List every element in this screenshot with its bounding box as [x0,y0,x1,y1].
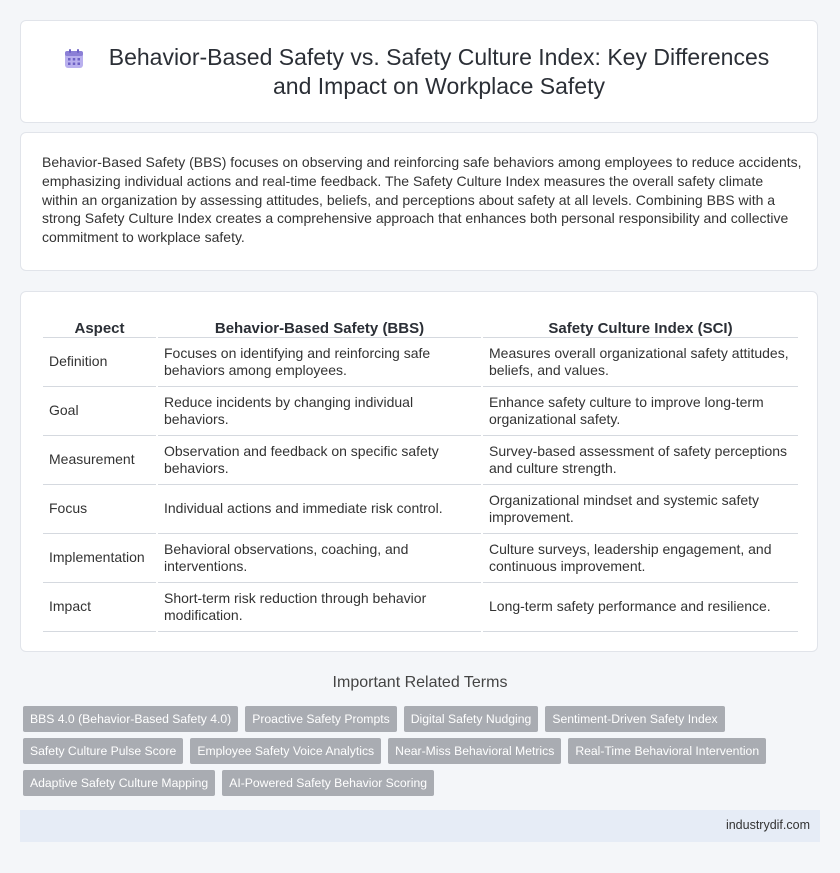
table-row [43,387,798,436]
table-row [43,583,798,632]
intro-paragraph: Behavior-Based Safety (BBS) focuses on observing and reinforcing safe behaviors among employees to reduce accidents, emphasizing individual actions and real-time feedback. The Safety Culture Index measures the overall safety climate within an organization by assessing attitudes, beliefs, and perceptions about safety at all levels. Combining BBS with a strong Safety Culture Index creates a comprehensive approach that enhances both personal responsibility and collective commitment to workplace safety. [42,154,802,246]
row-bbs: Observation and feedback on specific safety behaviors. [158,436,481,485]
row-bbs: Short-term risk reduction through behavior modification. [158,583,481,632]
row-sci: Enhance safety culture to improve long-term organizational safety. [483,387,798,436]
table-row [43,436,798,485]
footer [20,810,820,842]
row-aspect: Impact [43,583,156,632]
row-bbs: Focuses on identifying and reinforcing safe behaviors among employees. [158,338,481,387]
related-terms-list [23,706,823,802]
row-aspect: Measurement [43,436,156,485]
header-card [20,20,818,123]
footer-site[interactable]: industrydif.com [725,818,810,832]
table-row [43,338,798,387]
related-term-tag[interactable]: BBS 4.0 (Behavior-Based Safety 4.0) [23,706,238,732]
related-term-tag[interactable]: Adaptive Safety Culture Mapping [23,770,215,796]
column-header-bbs: Behavior-Based Safety (BBS) [158,313,481,338]
related-term-tag[interactable]: Proactive Safety Prompts [245,706,397,732]
column-header-sci: Safety Culture Index (SCI) [483,313,798,338]
related-terms-heading: Important Related Terms [332,674,508,691]
row-bbs: Reduce incidents by changing individual behaviors. [158,387,481,436]
row-aspect: Focus [43,485,156,534]
row-aspect: Definition [43,338,156,387]
table-row [43,485,798,534]
related-term-tag[interactable]: Safety Culture Pulse Score [23,738,183,764]
page-title: Behavior-Based Safety vs. Safety Culture Index: Key Differences and Impact on Workplace Safety [108,43,770,99]
row-sci: Long-term safety performance and resilience. [483,583,798,632]
comparison-card [20,291,818,652]
related-term-tag[interactable]: Digital Safety Nudging [404,706,539,732]
table-header-row [43,313,798,338]
row-sci: Measures overall organizational safety attitudes, beliefs, and values. [483,338,798,387]
row-bbs: Behavioral observations, coaching, and interventions. [158,534,481,583]
row-aspect: Implementation [43,534,156,583]
related-term-tag[interactable]: Near-Miss Behavioral Metrics [388,738,561,764]
row-sci: Survey-based assessment of safety perceptions and culture strength. [483,436,798,485]
row-sci: Culture surveys, leadership engagement, and continuous improvement. [483,534,798,583]
related-term-tag[interactable]: Sentiment-Driven Safety Index [545,706,724,732]
table-row [43,534,798,583]
row-sci: Organizational mindset and systemic safety improvement. [483,485,798,534]
row-bbs: Individual actions and immediate risk control. [158,485,481,534]
related-term-tag[interactable]: Real-Time Behavioral Intervention [568,738,766,764]
column-header-aspect: Aspect [43,313,156,338]
comparison-table [43,313,798,632]
related-term-tag[interactable]: AI-Powered Safety Behavior Scoring [222,770,434,796]
row-aspect: Goal [43,387,156,436]
related-term-tag[interactable]: Employee Safety Voice Analytics [190,738,381,764]
intro-card [20,132,818,271]
